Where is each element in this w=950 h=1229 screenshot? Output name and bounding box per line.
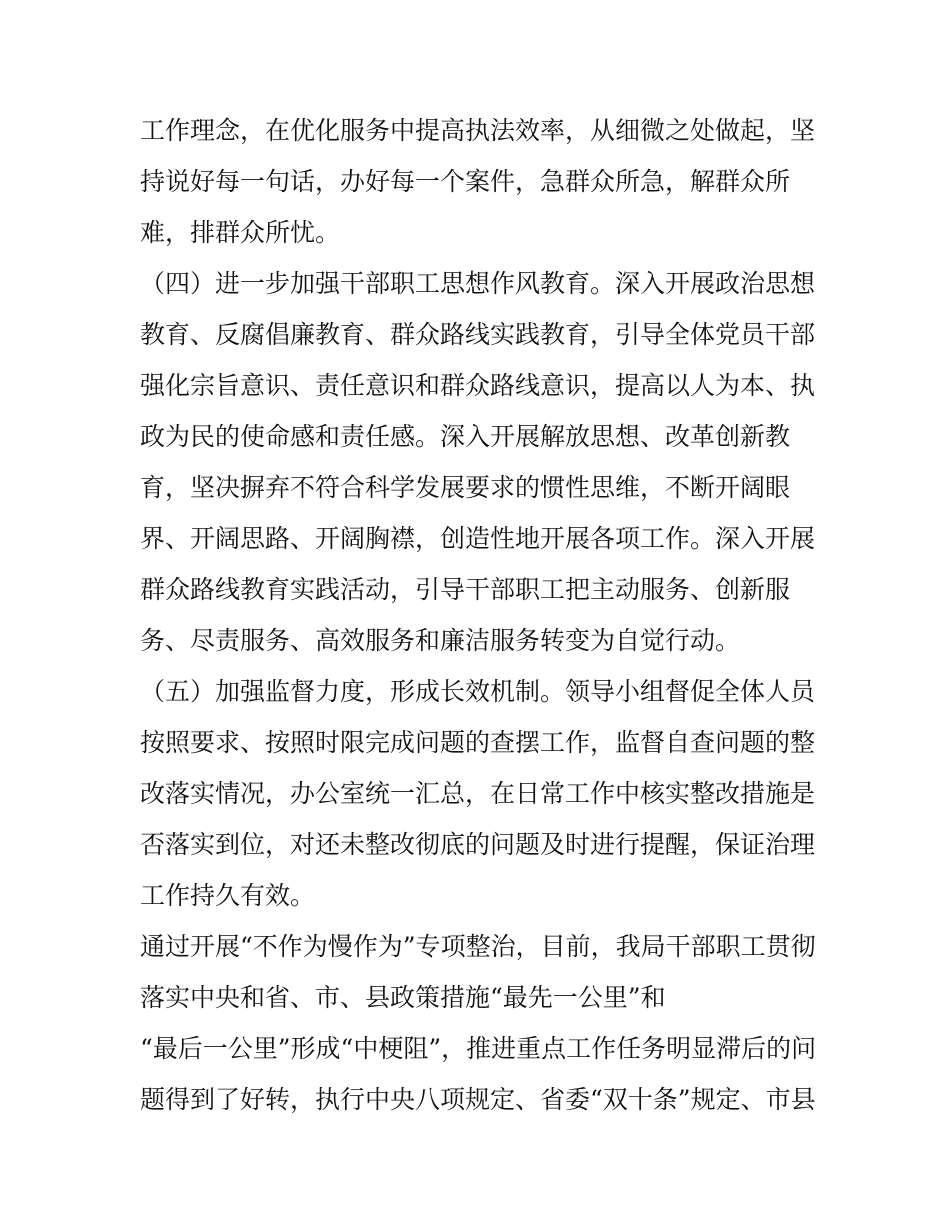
text-line: 教育、反腐倡廉教育、群众路线实践教育，引导全体党员干部 — [140, 320, 816, 349]
text-line: 界、开阔思路、开阔胸襟，创造性地开展各项工作。深入开展 — [140, 524, 816, 553]
text-line: （四）进一步加强干部职工思想作风教育。深入开展政治思想 — [140, 269, 816, 298]
text-line: 工作理念，在优化服务中提高执法效率，从细微之处做起，坚 — [140, 116, 816, 145]
body-text — [140, 105, 820, 1125]
text-line: （五）加强监督力度，形成长效机制。领导小组督促全体人员 — [140, 677, 816, 706]
text-line: 落实中央和省、市、县政策措施“最先一公里”和 — [140, 983, 666, 1012]
text-line: “最后一公里”形成“中梗阻”，推进重点工作任务明显滞后的问 — [140, 1034, 817, 1063]
text-line: 改落实情况，办公室统一汇总，在日常工作中核实整改措施是 — [140, 779, 816, 808]
text-line: 持说好每一句话，办好每一个案件，急群众所急，解群众所 — [140, 167, 791, 196]
text-line: 工作持久有效。 — [140, 881, 316, 910]
text-line: 按照要求、按照时限完成问题的查摆工作，监督自查问题的整 — [140, 728, 816, 757]
text-line: 强化宗旨意识、责任意识和群众路线意识，提高以人为本、执 — [140, 371, 816, 400]
text-line: 政为民的使命感和责任感。深入开展解放思想、改革创新教 — [140, 422, 791, 451]
text-line: 群众路线教育实践活动，引导干部职工把主动服务、创新服 — [140, 575, 791, 604]
text-line: 务、尽责服务、高效服务和廉洁服务转变为自觉行动。 — [140, 626, 741, 655]
text-line: 通过开展“不作为慢作为”专项整治，目前，我局干部职工贯彻 — [140, 932, 816, 961]
text-line: 难，排群众所忧。 — [140, 218, 341, 247]
text-line: 题得到了好转，执行中央八项规定、省委“双十条”规定、市县 — [140, 1085, 816, 1114]
text-line: 育，坚决摒弃不符合科学发展要求的惯性思维，不断开阔眼 — [140, 473, 791, 502]
text-line: 否落实到位，对还未整改彻底的问题及时进行提醒，保证治理 — [140, 830, 816, 859]
